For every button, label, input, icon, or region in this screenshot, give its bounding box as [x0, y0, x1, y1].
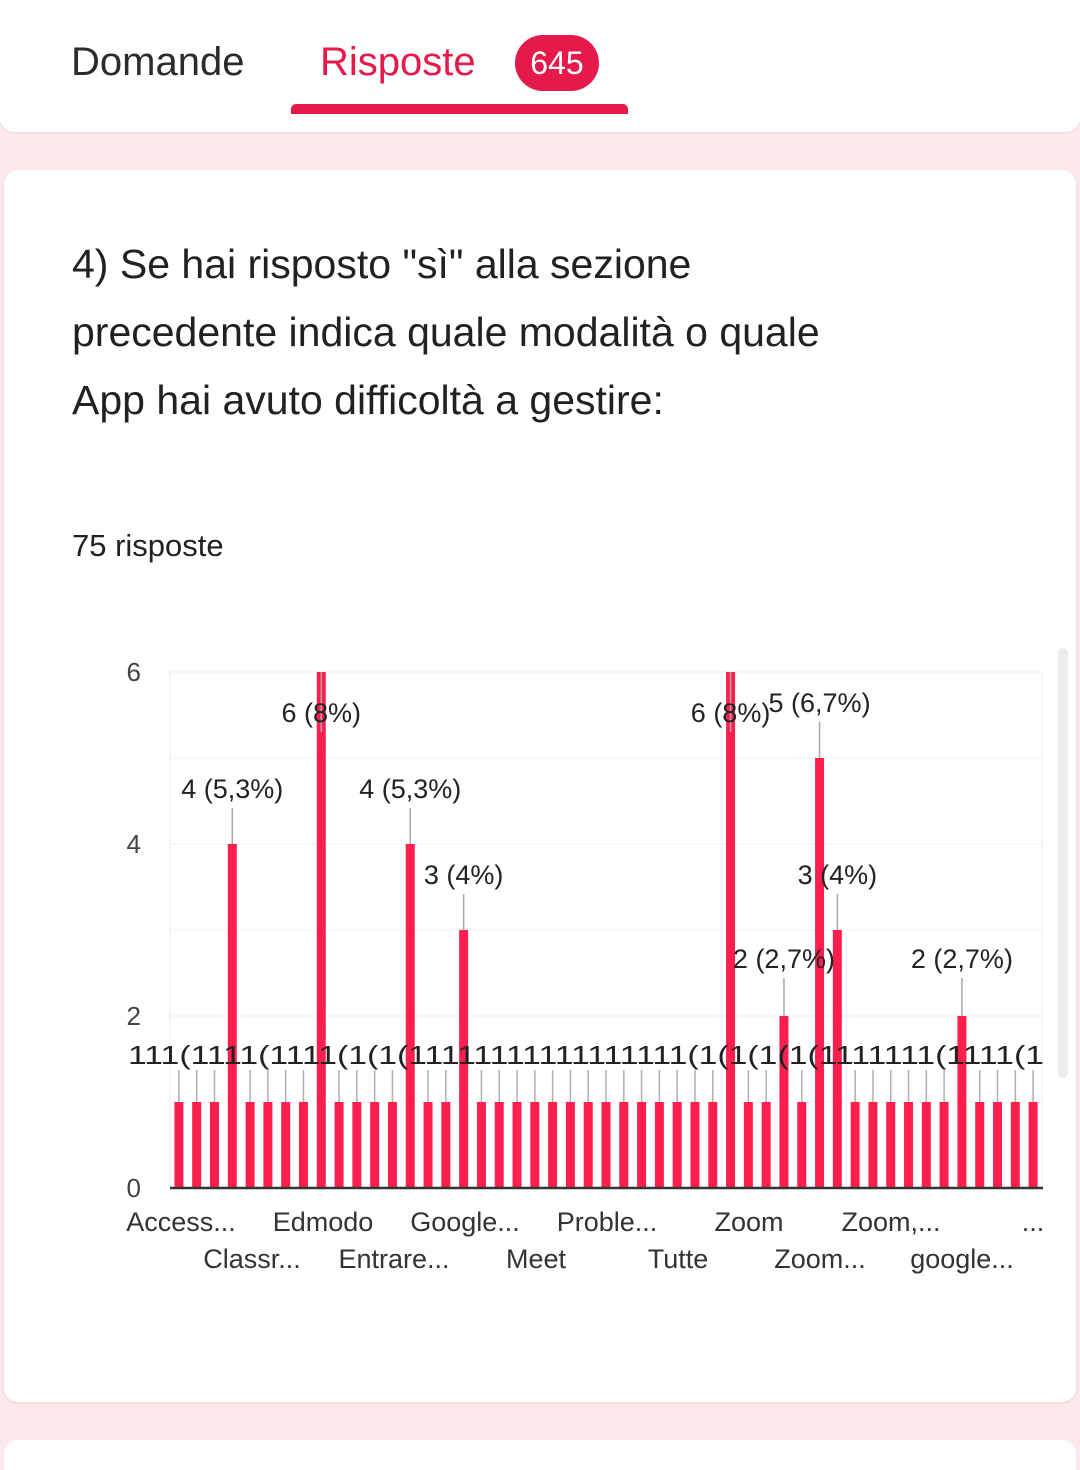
bar: [762, 1102, 771, 1188]
bar: [530, 1102, 539, 1188]
data-label: 3 (4%): [797, 860, 878, 890]
data-label: 4 (5,3%): [359, 774, 462, 804]
bar: [263, 1102, 272, 1188]
bar: [174, 1102, 183, 1188]
bar: [602, 1102, 611, 1188]
bar: [619, 1102, 628, 1188]
previous-card-bottom: [0, 114, 1080, 132]
bar: [192, 1102, 201, 1188]
bar: [388, 1102, 397, 1188]
x-tick-label: ...: [1021, 1207, 1045, 1237]
bar: [548, 1102, 557, 1188]
data-label: 4 (5,3%): [181, 774, 284, 804]
bar: [406, 844, 415, 1188]
bar: [744, 1102, 753, 1188]
y-tick-label: 2: [126, 1001, 141, 1031]
tab-risposte[interactable]: Risposte: [320, 40, 476, 84]
bar: [655, 1102, 664, 1188]
bar: [370, 1102, 379, 1188]
crowded-data-labels: 111(1111(1111(1(1(11111111111111111(1(1(1(1(1111111(1111(1: [128, 1040, 1044, 1070]
bar: [1029, 1102, 1038, 1188]
data-label: 2 (2,7%): [910, 944, 1013, 974]
active-tab-indicator: [291, 104, 628, 114]
bar: [904, 1102, 913, 1188]
bar-chart: [0, 600, 1080, 1300]
tab-domande[interactable]: Domande: [71, 40, 245, 84]
bar: [566, 1102, 575, 1188]
y-tick-label: 4: [126, 829, 141, 859]
bar: [477, 1102, 486, 1188]
data-label: 2 (2,7%): [732, 944, 835, 974]
bar: [424, 1102, 433, 1188]
bar: [495, 1102, 504, 1188]
bar: [281, 1102, 290, 1188]
x-tick-label: Classr...: [203, 1244, 301, 1274]
bar: [851, 1102, 860, 1188]
bar: [975, 1102, 984, 1188]
bar: [886, 1102, 895, 1188]
responses-count-badge: 645: [515, 35, 599, 91]
bar: [673, 1102, 682, 1188]
data-label: 6 (8%): [281, 698, 362, 728]
bar: [637, 1102, 646, 1188]
bar: [335, 1102, 344, 1188]
x-tick-label: Entrare...: [338, 1244, 450, 1274]
x-tick-label: Tutte: [647, 1244, 709, 1274]
tab-bar: [0, 0, 1080, 115]
bar: [441, 1102, 450, 1188]
x-tick-label: Edmodo: [272, 1207, 374, 1237]
data-label: 3 (4%): [423, 860, 504, 890]
x-tick-label: Zoom,...: [841, 1207, 941, 1237]
x-tick-label: Google...: [410, 1207, 520, 1237]
bar: [940, 1102, 949, 1188]
bar: [584, 1102, 593, 1188]
bar: [726, 672, 735, 1188]
x-tick-label: Access...: [126, 1207, 236, 1237]
y-tick-label: 0: [126, 1173, 141, 1203]
chart-scrollbar[interactable]: [1058, 648, 1068, 1078]
y-tick-label: 6: [126, 657, 141, 687]
x-tick-label: google...: [910, 1244, 1014, 1274]
bar: [228, 844, 237, 1188]
bar: [210, 1102, 219, 1188]
bar: [922, 1102, 931, 1188]
response-count: 75 risposte: [72, 528, 224, 563]
x-tick-label: Zoom: [714, 1207, 784, 1237]
bar: [246, 1102, 255, 1188]
data-label: 6 (8%): [690, 698, 771, 728]
next-card-top: [4, 1440, 1076, 1470]
x-tick-label: Meet: [505, 1244, 567, 1274]
bar: [352, 1102, 361, 1188]
x-tick-label: Proble...: [556, 1207, 658, 1237]
bar: [513, 1102, 522, 1188]
bar: [993, 1102, 1002, 1188]
bar: [868, 1102, 877, 1188]
data-label: 5 (6,7%): [768, 688, 871, 718]
bar: [299, 1102, 308, 1188]
x-tick-label: Zoom...: [774, 1244, 866, 1274]
bar: [690, 1102, 699, 1188]
bar: [1011, 1102, 1020, 1188]
question-title: 4) Se hai risposto "sì" alla sezione precedente indica quale modalità o quale App hai avuto difficoltà a gestire:: [72, 241, 820, 423]
bar: [708, 1102, 717, 1188]
bar: [797, 1102, 806, 1188]
bar: [317, 672, 326, 1188]
